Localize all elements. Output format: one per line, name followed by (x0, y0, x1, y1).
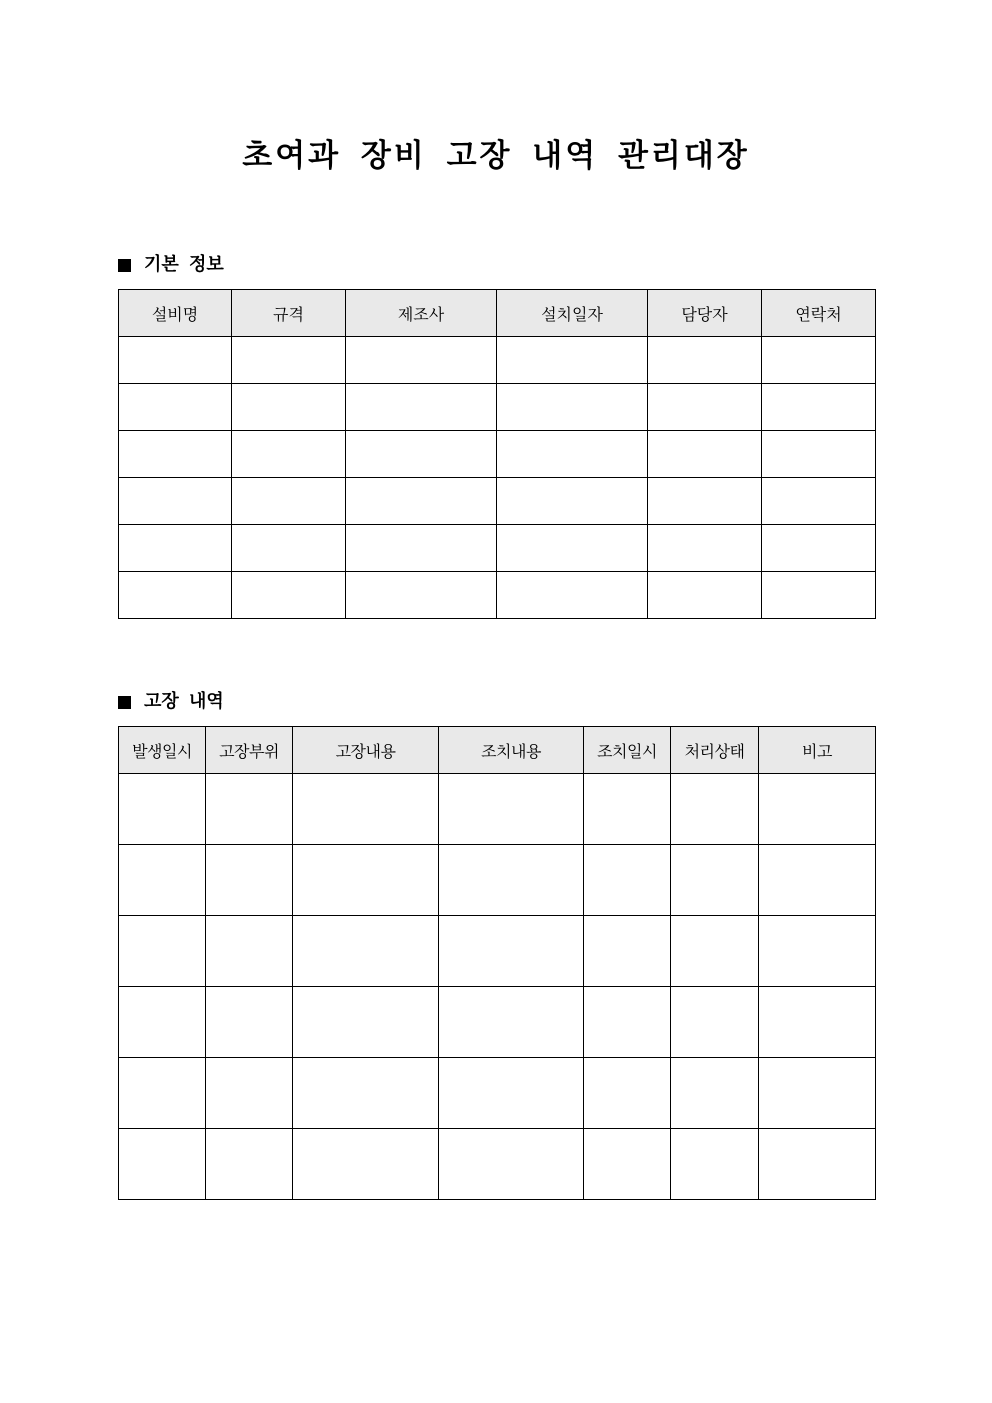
table-cell[interactable] (119, 845, 206, 916)
column-header-manufacturer: 제조사 (346, 290, 497, 337)
column-header-remarks: 비고 (759, 727, 876, 774)
table-cell[interactable] (293, 1129, 439, 1200)
table-cell[interactable] (119, 431, 232, 478)
table-row (119, 1129, 876, 1200)
table-cell[interactable] (439, 774, 584, 845)
table-cell[interactable] (206, 987, 293, 1058)
column-header-contact: 연락처 (762, 290, 876, 337)
table-cell[interactable] (584, 845, 671, 916)
table-cell[interactable] (671, 1058, 759, 1129)
table-cell[interactable] (759, 1129, 876, 1200)
table-cell[interactable] (293, 845, 439, 916)
column-header-failure-part: 고장부위 (206, 727, 293, 774)
table-cell[interactable] (346, 525, 497, 572)
table-cell[interactable] (584, 1058, 671, 1129)
table-cell[interactable] (232, 431, 346, 478)
table-cell[interactable] (584, 1129, 671, 1200)
table-row (119, 987, 876, 1058)
table-row (119, 774, 876, 845)
column-header-equipment-name: 설비명 (119, 290, 232, 337)
table-row (119, 845, 876, 916)
table-cell[interactable] (497, 572, 648, 619)
failure-history-heading-label: 고장 내역 (144, 691, 224, 712)
table-cell[interactable] (762, 478, 876, 525)
table-cell[interactable] (439, 1058, 584, 1129)
failure-history-table (118, 726, 876, 1200)
table-cell[interactable] (648, 525, 762, 572)
table-cell[interactable] (439, 987, 584, 1058)
table-cell[interactable] (119, 774, 206, 845)
table-cell[interactable] (648, 431, 762, 478)
table-cell[interactable] (497, 478, 648, 525)
table-cell[interactable] (293, 774, 439, 845)
table-cell[interactable] (759, 845, 876, 916)
table-cell[interactable] (346, 384, 497, 431)
table-row (119, 1058, 876, 1129)
table-cell[interactable] (119, 916, 206, 987)
table-cell[interactable] (497, 384, 648, 431)
table-cell[interactable] (648, 478, 762, 525)
table-cell[interactable] (439, 1129, 584, 1200)
table-cell[interactable] (584, 987, 671, 1058)
table-cell[interactable] (671, 774, 759, 845)
column-header-manager: 담당자 (648, 290, 762, 337)
table-cell[interactable] (671, 916, 759, 987)
table-cell[interactable] (759, 987, 876, 1058)
table-cell[interactable] (439, 845, 584, 916)
table-row (119, 572, 876, 619)
failure-history-header-row (119, 727, 876, 774)
table-cell[interactable] (762, 337, 876, 384)
table-cell[interactable] (439, 916, 584, 987)
table-cell[interactable] (671, 987, 759, 1058)
table-cell[interactable] (232, 384, 346, 431)
table-row (119, 525, 876, 572)
table-cell[interactable] (232, 478, 346, 525)
basic-info-heading-label: 기본 정보 (144, 254, 224, 275)
table-row (119, 916, 876, 987)
table-cell[interactable] (206, 845, 293, 916)
table-cell[interactable] (293, 987, 439, 1058)
table-cell[interactable] (346, 337, 497, 384)
table-cell[interactable] (346, 431, 497, 478)
table-cell[interactable] (762, 525, 876, 572)
column-header-action-datetime: 조치일시 (584, 727, 671, 774)
table-cell[interactable] (206, 1129, 293, 1200)
table-cell[interactable] (759, 774, 876, 845)
column-header-action-details: 조치내용 (439, 727, 584, 774)
table-cell[interactable] (584, 774, 671, 845)
table-cell[interactable] (119, 987, 206, 1058)
table-cell[interactable] (671, 845, 759, 916)
table-cell[interactable] (671, 1129, 759, 1200)
column-header-specification: 규격 (232, 290, 346, 337)
table-cell[interactable] (119, 478, 232, 525)
table-cell[interactable] (346, 572, 497, 619)
table-cell[interactable] (119, 572, 232, 619)
table-cell[interactable] (206, 1058, 293, 1129)
square-bullet-icon (118, 696, 131, 709)
table-cell[interactable] (648, 337, 762, 384)
column-header-status: 처리상태 (671, 727, 759, 774)
column-header-install-date: 설치일자 (497, 290, 648, 337)
table-cell[interactable] (293, 1058, 439, 1129)
table-cell[interactable] (206, 916, 293, 987)
table-cell[interactable] (346, 478, 497, 525)
column-header-failure-details: 고장내용 (293, 727, 439, 774)
page-title: 초여과 장비 고장 내역 관리대장 (242, 138, 750, 174)
table-cell[interactable] (759, 916, 876, 987)
table-cell[interactable] (119, 1058, 206, 1129)
table-cell[interactable] (119, 337, 232, 384)
table-cell[interactable] (293, 916, 439, 987)
table-cell[interactable] (762, 431, 876, 478)
table-cell[interactable] (119, 525, 232, 572)
basic-info-table (118, 289, 876, 619)
basic-info-heading (118, 253, 224, 277)
basic-info-header-row (119, 290, 876, 337)
table-cell[interactable] (584, 916, 671, 987)
table-cell[interactable] (119, 384, 232, 431)
table-cell[interactable] (762, 384, 876, 431)
column-header-occurrence-datetime: 발생일시 (119, 727, 206, 774)
table-cell[interactable] (206, 774, 293, 845)
table-cell[interactable] (232, 337, 346, 384)
table-row (119, 478, 876, 525)
table-row (119, 384, 876, 431)
table-cell[interactable] (232, 572, 346, 619)
table-cell[interactable] (232, 525, 346, 572)
table-cell[interactable] (497, 337, 648, 384)
square-bullet-icon (118, 259, 131, 272)
table-row (119, 337, 876, 384)
failure-history-heading (118, 690, 224, 714)
table-cell[interactable] (497, 525, 648, 572)
table-cell[interactable] (119, 1129, 206, 1200)
table-cell[interactable] (762, 572, 876, 619)
table-row (119, 431, 876, 478)
table-cell[interactable] (648, 384, 762, 431)
table-cell[interactable] (648, 572, 762, 619)
table-cell[interactable] (759, 1058, 876, 1129)
table-cell[interactable] (497, 431, 648, 478)
